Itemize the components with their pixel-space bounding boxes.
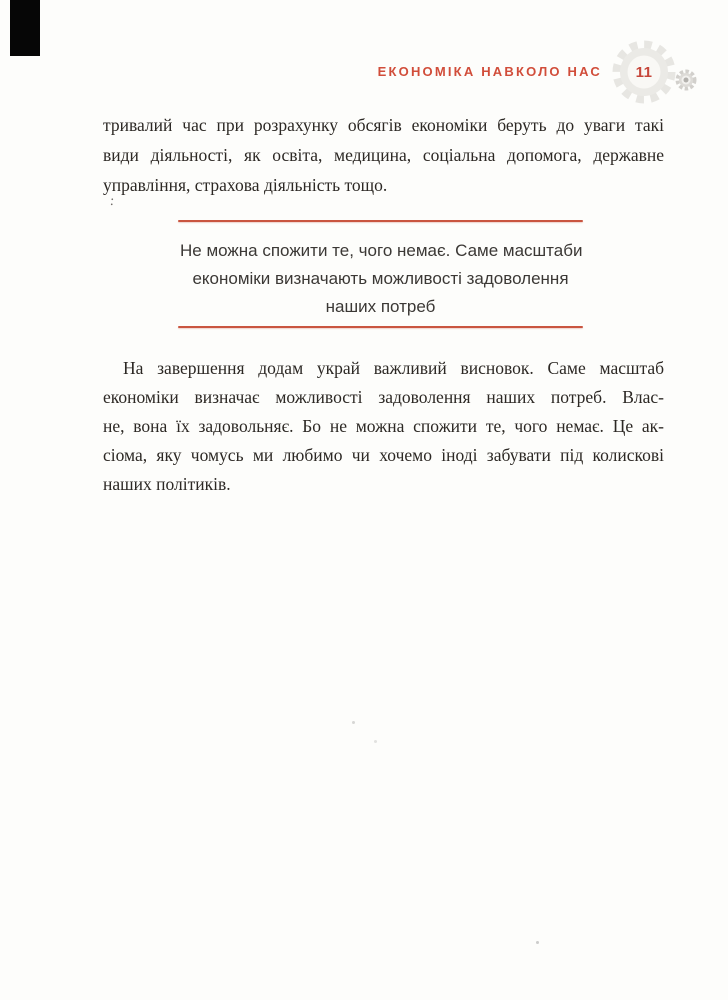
pull-quote	[178, 220, 583, 328]
scan-artifact-corner	[10, 0, 40, 56]
text-line: Не можна спожити те, чого немає. Саме масштаби	[180, 241, 583, 260]
text-line: тривалий час при розрахунку обсягів економіки беруть до уваги такі	[103, 115, 664, 135]
text-line: економіки визначають можливості задоволення	[192, 269, 569, 288]
scan-speck	[352, 721, 355, 724]
small-gear-icon	[674, 68, 698, 92]
paragraph-continued	[103, 110, 664, 200]
scan-speck	[536, 941, 539, 944]
text-line: економіки визначає можливості задоволення наших потреб. Влас-	[103, 387, 664, 407]
text-line: не, вона їх задовольняє. Бо не можна спожити те, чого немає. Це ак-	[103, 416, 664, 436]
scan-artifact-colon: :	[109, 193, 115, 210]
text-line: управління, страхова діяльність тощо.	[103, 175, 388, 195]
text-line: наших політиків.	[103, 474, 231, 494]
text-line: сіома, яку чомусь ми любимо чи хочемо іноді забувати під колискові	[103, 445, 664, 465]
quote-rule-bottom	[178, 326, 583, 328]
text-line: На завершення додам украй важливий висновок. Саме масштаб	[123, 358, 664, 378]
text-line: наших потреб	[325, 297, 436, 316]
quote-rule-top	[178, 220, 583, 222]
scan-speck	[374, 740, 377, 743]
quote-text	[178, 237, 583, 321]
text-line: види діяльності, як освіта, медицина, соціальна допомога, державне	[103, 145, 664, 165]
page-number: 11	[635, 63, 653, 81]
running-header-title: ЕКОНОМІКА НАВКОЛО НАС	[377, 64, 602, 79]
paragraph-conclusion	[103, 354, 664, 499]
